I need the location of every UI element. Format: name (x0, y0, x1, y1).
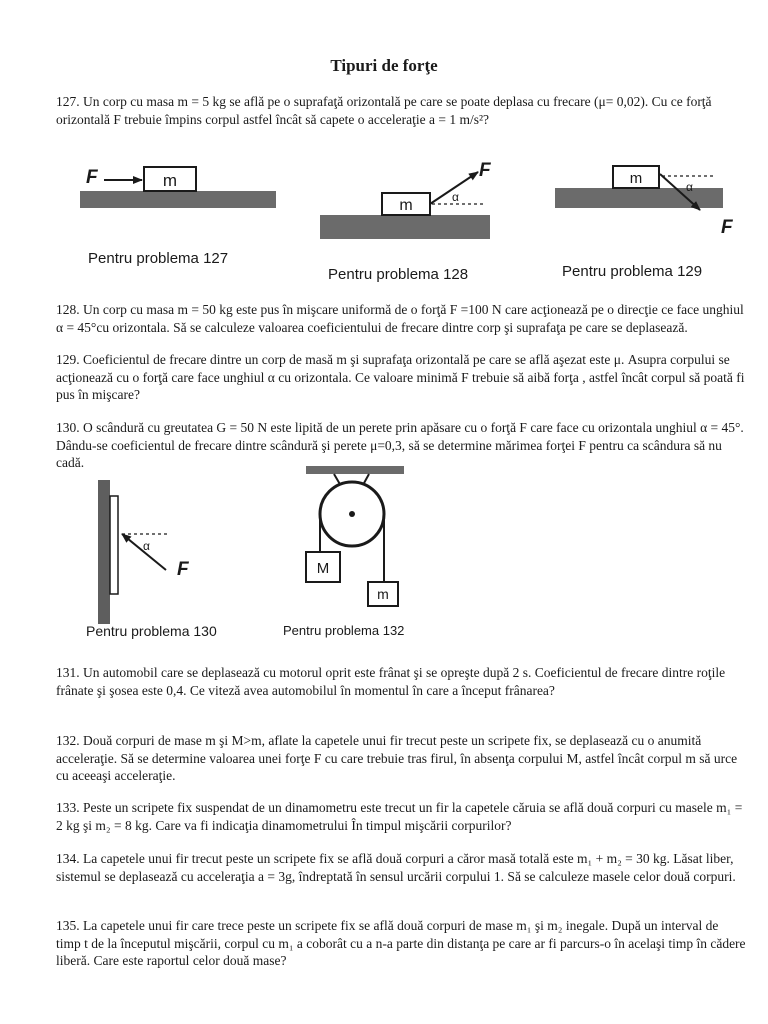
mass-label: m (162, 171, 178, 190)
ground-surface (80, 191, 276, 208)
figure-128-caption: Pentru problema 128 (328, 266, 469, 283)
problem-132-text: 132. Două corpuri de mase m şi M>m, aflate la capetele unui fir trecut peste un scripete fix, se deplasează cu o anumită acceleraţie. Să se determine valoarea unei forţe F cu care trebuie tras firul, în absenţa corpului M, astfel încât corpul m să urce cu aceeaşi acceleraţie. (56, 733, 738, 783)
ground-surface (555, 188, 723, 208)
force-label: F (177, 559, 189, 580)
figure-130 (86, 480, 217, 639)
problem-129-text: 129. Coeficientul de frecare dintre un corp de masă m şi suprafaţa orizontală pe care se află aşezat este μ. Asupra corpului se acţionează cu o forţă care face unghiul α cu orizontala. Ce valoare minimă F trebuie să aibă forţa , astfel încât corpul să poată fi pus în mişcare? (56, 352, 745, 402)
problem-131-text: 131. Un automobil care se deplasează cu motorul oprit este frânat şi se opreşte după 2 s. Coeficientul de frecare dintre roţile frânate şi şosea este 0,4. Ce viteză avea automobilul în momentul în care a început frânarea? (56, 665, 726, 698)
problem-130-text: 130. O scândură cu greutatea G = 50 N este lipită de un perete prin apăsare cu o forţă F care face cu orizontala unghiul α = 45°. Dându-se coeficientul de frecare dintre scândură şi perete μ=0,3, să se determine mărimea forţei F pentru ca scândura să nu cadă. (56, 420, 744, 470)
problem-135-text: 135. La capetele unui fir care trece peste un scripete fix se află două corpuri de mase m₁ şi m₂ inegale. După un interval de timp t de la începutul mişcării, corpul cu m₁ a coborât cu a n-a parte din distanţa pe care ar fi parcurs-o în acelaşi timp în cădere liberă. Care este raportul celor două mase? (56, 918, 746, 968)
figure-129-caption: Pentru problema 129 (562, 263, 703, 280)
wall (98, 480, 110, 624)
mass-label: m (629, 170, 643, 187)
figure-129 (555, 166, 734, 280)
force-label: F (479, 160, 491, 181)
angle-label: α (143, 539, 150, 553)
problem-133-text: 133. Peste un scripete fix suspendat de un dinamometru este trecut un fir la capetele căruia se află două corpuri cu masele m₁ = 2 kg şi m₂ = 8 kg. Care va fi indicaţia dinamometrului În timpul mişcării corpurilor? (56, 800, 743, 833)
angle-label: α (686, 180, 693, 194)
plank (110, 496, 118, 594)
angle-label: α (452, 190, 459, 204)
figure-127-caption: Pentru problema 127 (88, 250, 229, 267)
force-label: F (86, 167, 98, 188)
ground-surface (320, 215, 490, 239)
figure-128 (320, 160, 492, 283)
page-title: Tipuri de forţe (330, 56, 438, 75)
mass-label: m (399, 197, 413, 214)
problem-127-text: 127. Un corp cu masa m = 5 kg se află pe o suprafaţă orizontală pe care se poate deplasa cu frecare (μ= 0,02). Cu ce forţă orizontală F trebuie împins corpul astfel încât să capete o acceleraţie a = 1 m/s²? (56, 94, 712, 127)
problem-134-text: 134. La capetele unui fir trecut peste un scripete fix se află două corpuri a căror masă totală este m₁ + m₂ = 30 kg. Lăsat liber, sistemul se deplasează cu acceleraţia a = 3g, îndreptată în sensul urcării corpului 1. Să se calculeze masele celor două corpuri. (56, 851, 736, 884)
figure-130-caption: Pentru problema 130 (86, 623, 217, 639)
figure-132-caption: Pentru problema 132 (283, 623, 405, 638)
mass-small-label: m (377, 586, 389, 602)
figure-132 (283, 466, 404, 638)
force-label: F (721, 217, 733, 238)
problem-128-text: 128. Un corp cu masa m = 50 kg este pus în mişcare uniformă de o forţă F =100 N care acţionează pe o direcţie ce face unghiul α = 45°cu orizontala. Să se calculeze valoarea coeficientului de frecare dintre corp şi suprafaţa pe care se deplasează. (56, 302, 744, 335)
pulley-axle (349, 511, 355, 517)
figure-127 (80, 167, 276, 267)
mass-big-label: M (316, 560, 330, 577)
